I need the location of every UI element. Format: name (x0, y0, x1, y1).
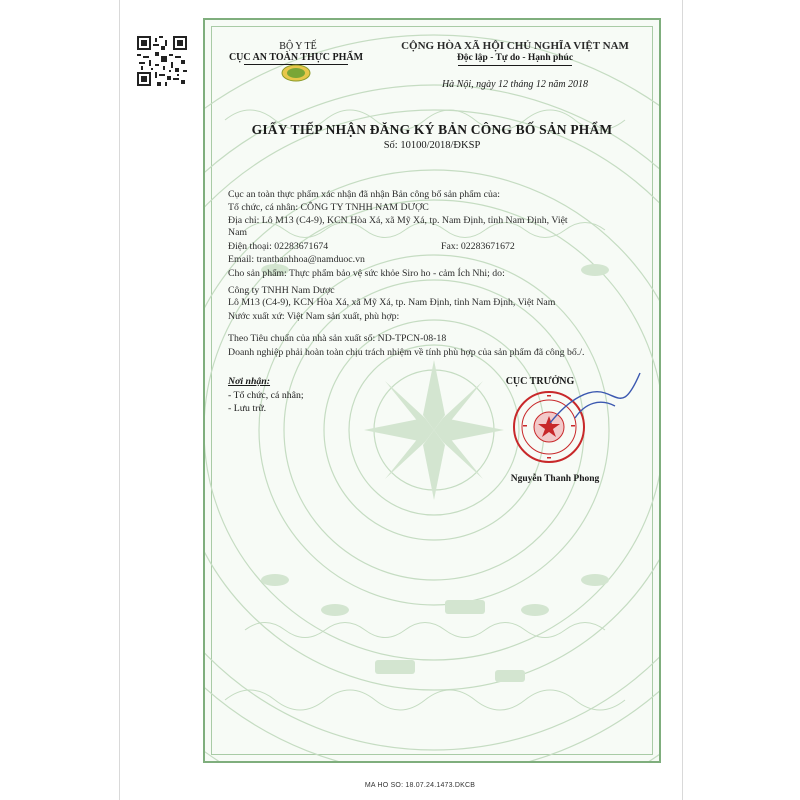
recipient-item: - Tổ chức, cá nhân; (228, 390, 304, 401)
organization-value: CÔNG TY TNHH NAM DƯỢC (300, 202, 429, 213)
manufacturer-name: Công ty TNHH Nam Dược (228, 285, 335, 296)
product-line: Cho sản phẩm: Thực phẩm bảo vệ sức khỏe Siro ho - cảm Ích Nhi; do: (228, 268, 505, 279)
agency-logo-icon (281, 64, 311, 82)
phone-value: 02283671674 (274, 241, 329, 252)
qr-code-icon (137, 36, 187, 86)
fax-label: Fax: (441, 241, 459, 252)
agency-name: CỤC AN TOÀN THỰC PHẨM (228, 52, 364, 63)
origin-line: Nước xuất xứ: Việt Nam sản xuất, phù hợp: (228, 311, 400, 322)
organization-line (228, 202, 429, 213)
address-line-continued: Nam (228, 227, 248, 238)
date-line: Hà Nội, ngày 12 tháng 12 năm 2018 (441, 79, 589, 90)
email-label: Email: (228, 254, 255, 265)
organization-label: Tổ chức, cá nhân: (228, 202, 299, 213)
recipient-item: - Lưu trữ. (228, 403, 267, 414)
national-motto: Độc lập - Tự do - Hạnh phúc (456, 53, 574, 63)
manufacturer-address: Lô M13 (C4-9), KCN Hòa Xá, xã Mỹ Xá, tp. Nam Định, tỉnh Nam Định, Việt Nam (228, 297, 556, 308)
intro-line: Cục an toàn thực phẩm xác nhận đã nhận Bản công bố sản phẩm của: (228, 189, 500, 200)
director-title: CỤC TRƯỞNG (505, 376, 575, 387)
handwritten-signature-icon (545, 368, 645, 438)
signer-name: Nguyễn Thanh Phong (510, 474, 600, 484)
fax-value: 02283671672 (460, 241, 515, 252)
recipients-title: Nơi nhận: (228, 376, 271, 387)
phone-label: Điện thoại: (228, 241, 272, 252)
ministry-name: BỘ Y TẾ (279, 41, 317, 52)
responsibility-line: Doanh nghiệp phải hoàn toàn chịu trách nhiệm về tính phù hợp của sản phẩm đã công bố./. (228, 347, 585, 358)
phone-line (228, 241, 328, 252)
standard-line: Theo Tiêu chuẩn của nhà sản xuất số: ND-TPCN-08-18 (228, 333, 447, 344)
certificate-number: Số: 10100/2018/ĐKSP (383, 140, 481, 151)
republic-heading: CỘNG HÒA XÃ HỘI CHỦ NGHĨA VIỆT NAM (401, 40, 629, 52)
certificate-title: GIẤY TIẾP NHẬN ĐĂNG KÝ BẢN CÔNG BỐ SẢN PHẨM (251, 122, 613, 137)
email-value: tranthanhhoa@namduoc.vn (256, 254, 365, 265)
fax-line (441, 241, 515, 252)
email-line (228, 254, 365, 265)
address-value: Lô M13 (C4-9), KCN Hòa Xá, xã Mỹ Xá, tp. Nam Định, tỉnh Nam Định, Việt (261, 215, 568, 226)
file-code: MA HO SO: 18.07.24.1473.DKCB (364, 782, 476, 789)
address-line (228, 215, 568, 226)
motto-underline (458, 65, 572, 66)
address-label: Địa chỉ: (228, 215, 260, 226)
